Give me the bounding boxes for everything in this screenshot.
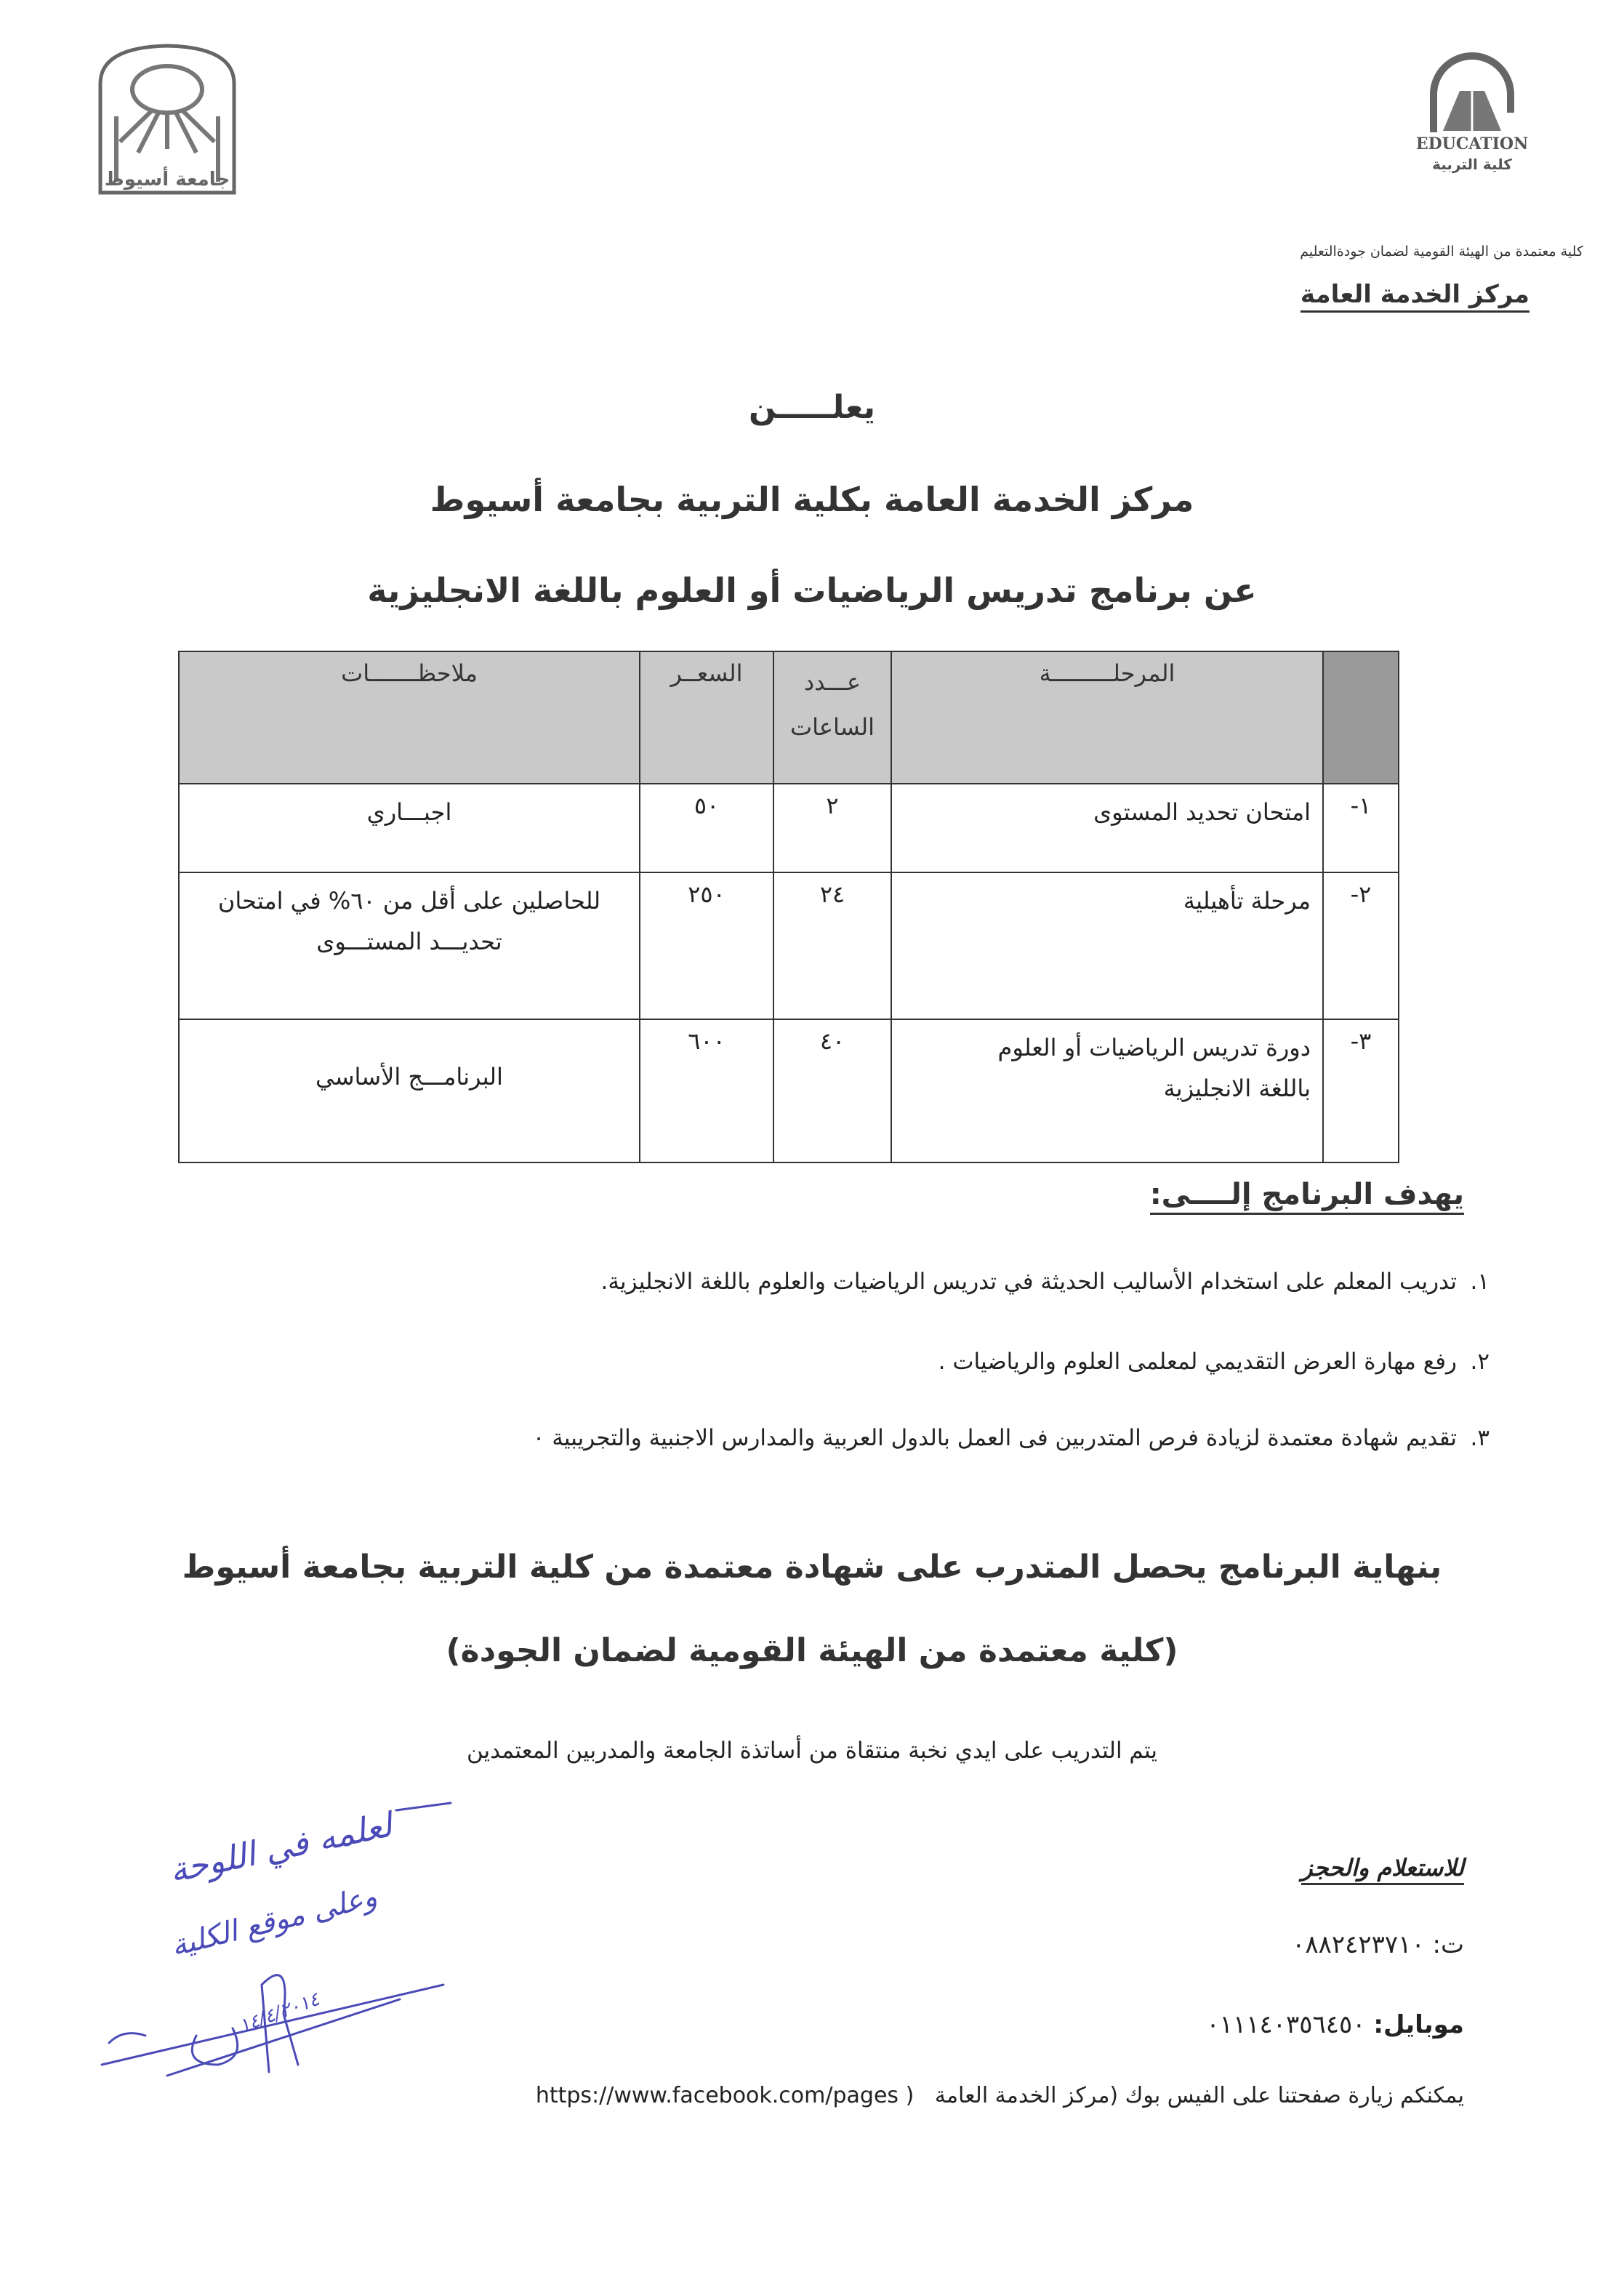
table-row <box>179 872 1399 1019</box>
row-price: ٥٠ <box>640 784 773 872</box>
assiut-university-logo <box>95 40 240 196</box>
row-stage-line1: امتحان تحديد المستوى <box>1093 798 1311 826</box>
logo-text-ar: كلية التربية <box>1432 156 1512 173</box>
header-number <box>1323 651 1399 784</box>
goals-title: يهدف البرنامج إلــــى: <box>1150 1178 1464 1215</box>
table-row <box>179 1019 1399 1162</box>
header-hours <box>773 651 891 784</box>
row-number: ١- <box>1323 784 1399 872</box>
mobile-number: ٠١١١٤٠٣٥٦٤٥٠ <box>1206 2010 1366 2039</box>
row-hours: ٢ <box>773 784 891 872</box>
row-hours: ٤٠ <box>773 1019 891 1162</box>
row-stage-line1: مرحلة تأهيلية <box>1183 887 1311 915</box>
header-hours-line2: الساعات <box>790 713 875 741</box>
goal-number: ٢. <box>1470 1349 1490 1375</box>
goal-number: ٣. <box>1470 1425 1490 1451</box>
row-notes <box>179 784 640 872</box>
goal-number: ١. <box>1470 1269 1490 1295</box>
row-notes-line1: اجبـــاري <box>366 798 452 826</box>
row-notes-line2: تحديـــد المستـــوى <box>316 928 502 955</box>
table-header-row <box>179 651 1399 784</box>
logo-text-en: EDUCATION <box>1415 134 1529 153</box>
center-name: مركز الخدمة العامة <box>1301 280 1529 313</box>
header-hours-line1: عـــدد <box>803 668 861 696</box>
accreditation-statement: (كلية معتمدة من الهيئة القومية لضمان الجودة) <box>446 1632 1178 1669</box>
faculty-of-education-logo <box>1415 51 1529 174</box>
phone-label: ت: <box>1432 1930 1464 1959</box>
row-notes <box>179 1019 640 1162</box>
row-number: ٢- <box>1323 872 1399 1019</box>
row-stage <box>891 784 1323 872</box>
row-notes-line1: للحاصلين على أقل من ٦٠% في امتحان <box>217 887 601 915</box>
certificate-statement: بنهاية البرنامج يحصل المتدرب على شهادة معتمدة من كلية التربية بجامعة أسيوط <box>182 1549 1442 1586</box>
facebook-text: يمكنكم زيارة صفحتنا على الفيس بوك (مركز الخدمة العامة <box>934 2083 1464 2108</box>
row-notes <box>179 872 640 1019</box>
logo-text-ar: جامعة أسيوط <box>104 169 230 190</box>
program-title: عن برنامج تدريس الرياضيات أو العلوم باللغة الانجليزية <box>367 571 1257 610</box>
handwritten-signature-note <box>87 1796 465 2087</box>
announcement-verb-text: يعلـــــن <box>748 389 876 426</box>
contact-title: للاستعلام والحجز <box>1301 1854 1464 1885</box>
header-notes: ملاحظـــــــات <box>179 651 640 784</box>
goal-item: تدريب المعلم على استخدام الأساليب الحديثة في تدريس الرياضيات والعلوم باللغة الانجليزية. <box>600 1269 1457 1295</box>
goal-item: رفع مهارة العرض التقديمي لمعلمى العلوم والرياضيات . <box>938 1349 1457 1375</box>
header-stage: المرحلـــــــــة <box>891 651 1323 784</box>
phone-number: ٠٨٨٢٤٢٣٧١٠ <box>1292 1930 1425 1959</box>
handwritten-line2: وعلى موقع الكلية <box>167 1879 381 1964</box>
goal-item: تقديم شهادة معتمدة لزيادة فرص المتدربين فى العمل بالدول العربية والمدارس الاجنبية والتجريبية ٠ <box>532 1425 1457 1451</box>
row-number: ٣- <box>1323 1019 1399 1162</box>
header-price: السعــر <box>640 651 773 784</box>
facebook-line <box>536 2083 1464 2108</box>
row-hours: ٢٤ <box>773 872 891 1019</box>
handwritten-date: ١٤/٤/٢٠١٤ <box>236 1988 323 2038</box>
mobile-line <box>1206 2010 1464 2039</box>
accreditation-line: كلية معتمدة من الهيئة القومية لضمان جودةالتعليم <box>1300 244 1583 260</box>
row-price: ٦٠٠ <box>640 1019 773 1162</box>
handwritten-line1: لعلمه في اللوحة <box>166 1804 395 1891</box>
row-stage <box>891 1019 1323 1162</box>
row-stage-line2: باللغة الانجليزية <box>1163 1075 1311 1102</box>
announcement-verb <box>0 389 1624 426</box>
announcement-title: مركز الخدمة العامة بكلية التربية بجامعة أسيوط <box>430 480 1194 519</box>
row-stage <box>891 872 1323 1019</box>
program-pricing-table <box>178 651 1399 1163</box>
table-row <box>179 784 1399 872</box>
mobile-label: موبايل: <box>1373 2010 1464 2039</box>
row-stage-line1: دورة تدريس الرياضيات أو العلوم <box>997 1034 1311 1061</box>
row-notes-line1: البرنامـــج الأساسي <box>315 1063 503 1091</box>
trainers-note: يتم التدريب على ايدي نخبة منتقاة من أساتذة الجامعة والمدربين المعتمدين <box>466 1738 1158 1764</box>
phone-line <box>1292 1930 1464 1959</box>
row-price: ٢٥٠ <box>640 872 773 1019</box>
facebook-url[interactable]: https://www.facebook.com/pages ) <box>535 2083 914 2108</box>
